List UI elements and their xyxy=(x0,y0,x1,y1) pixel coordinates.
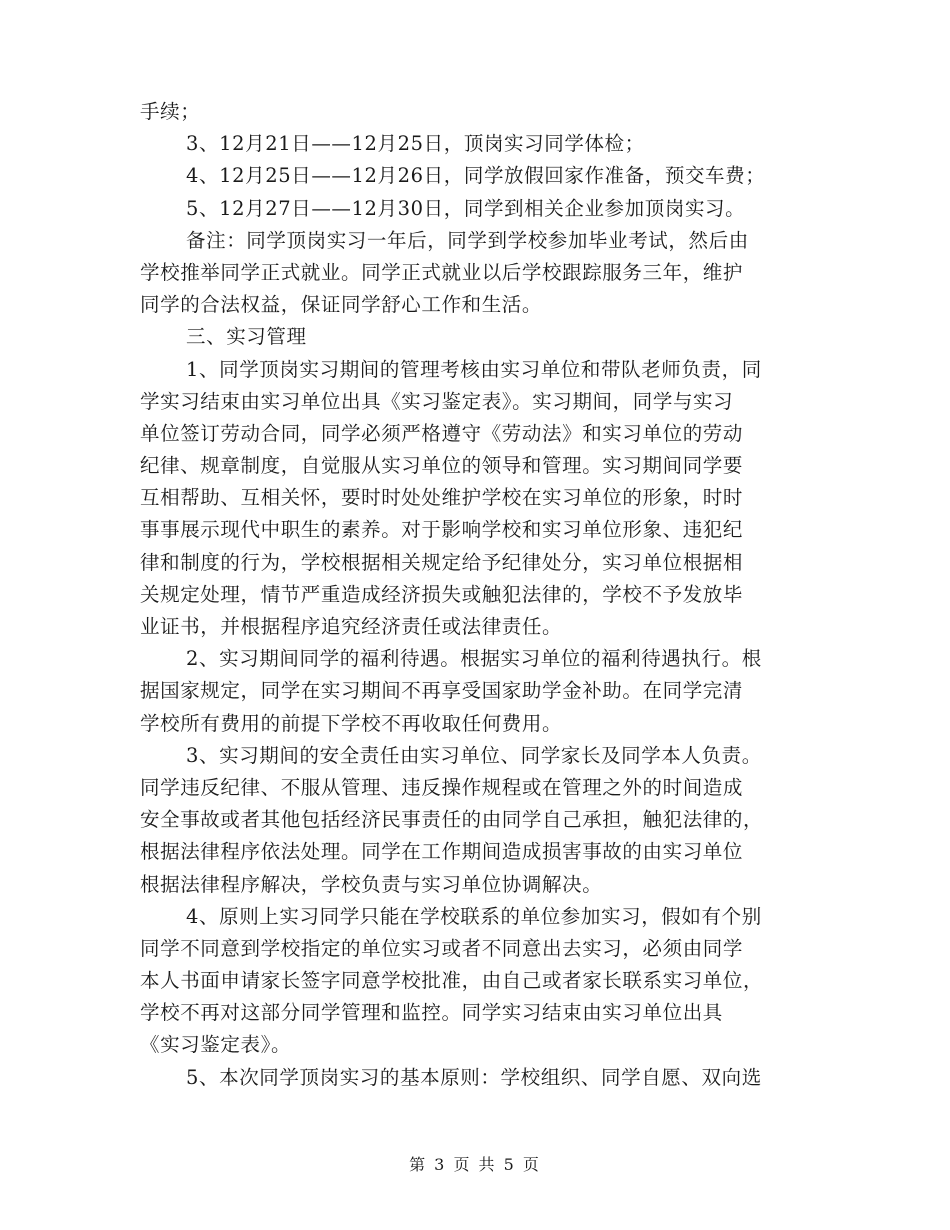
text-line: 4、12月25日——12月26日，同学放假回家作准备，预交车费； xyxy=(186,164,766,188)
text-line: 律和制度的行为，学校根据相关规定给予纪律处分，实习单位根据相 xyxy=(140,550,744,574)
text-line: 3、12月21日——12月25日，顶岗实习同学体检； xyxy=(186,132,645,156)
text-line: 5、12月27日——12月30日，同学到相关企业参加顶岗实习。 xyxy=(186,196,746,220)
text-line: 互相帮助、互相关怀，要时时处处维护学校在实习单位的形象，时时 xyxy=(140,486,744,510)
text-line: 学实习结束由实习单位出具《实习鉴定表》。实习期间，同学与实习 xyxy=(140,389,734,413)
text-line: 单位签订劳动合同，同学必须严格遵守《劳动法》和实习单位的劳动 xyxy=(140,421,744,445)
text-line: 学校推举同学正式就业。同学正式就业以后学校跟踪服务三年，维护 xyxy=(140,260,744,284)
text-line: 手续； xyxy=(140,100,201,123)
text-line: 同学的合法权益，保证同学舒心工作和生活。 xyxy=(140,293,543,317)
text-line: 1、同学顶岗实习期间的管理考核由实习单位和带队老师负责，同 xyxy=(186,357,762,381)
document-body xyxy=(140,96,810,1094)
text-line: 5、本次同学顶岗实习的基本原则：学校组织、同学自愿、双向选 xyxy=(186,1065,762,1089)
text-line: 业证书，并根据程序追究经济责任或法律责任。 xyxy=(140,615,563,638)
text-line: 3、实习期间的安全责任由实习单位、同学家长及同学本人负责。 xyxy=(186,743,762,767)
text-line: 4、原则上实习同学只能在学校联系的单位参加实习，假如有个别 xyxy=(186,904,762,928)
text-line: 学校不再对这部分同学管理和监控。同学实习结束由实习单位出具 xyxy=(140,1001,723,1025)
text-line: 备注：同学顶岗实习一年后，同学到学校参加毕业考试，然后由 xyxy=(186,228,749,252)
text-line: 本人书面申请家长签字同意学校批准，由自己或者家长联系实习单位， xyxy=(140,969,764,993)
text-line: 《实习鉴定表》。 xyxy=(140,1033,292,1057)
text-line: 关规定处理，情节严重造成经济损失或触犯法律的，学校不予发放毕 xyxy=(140,582,744,606)
text-line: 据国家规定，同学在实习期间不再享受国家助学金补助。在同学完清 xyxy=(140,679,744,703)
text-line: 同学不同意到学校指定的单位实习或者不同意出去实习，必须由同学 xyxy=(140,936,744,960)
text-line: 2、实习期间同学的福利待遇。根据实习单位的福利待遇执行。根 xyxy=(186,647,762,671)
text-line: 三、实习管理 xyxy=(186,325,307,349)
text-line: 根据法律程序解决，学校负责与实习单位协调解决。 xyxy=(140,872,603,896)
text-line: 事事展示现代中职生的素养。对于影响学校和实习单位形象、违犯纪 xyxy=(140,518,744,542)
text-line: 纪律、规章制度，自觉服从实习单位的领导和管理。实习期间同学要 xyxy=(140,454,744,478)
page-footer: 第 3 页 共 5 页 xyxy=(409,1155,541,1174)
text-line: 学校所有费用的前提下学校不再收取任何费用。 xyxy=(140,711,563,735)
text-line: 根据法律程序依法处理。同学在工作期间造成损害事故的由实习单位 xyxy=(140,840,744,864)
text-line: 同学违反纪律、不服从管理、违反操作规程或在管理之外的时间造成 xyxy=(140,775,744,799)
text-line: 安全事故或者其他包括经济民事责任的由同学自己承担，触犯法律的， xyxy=(140,808,764,832)
